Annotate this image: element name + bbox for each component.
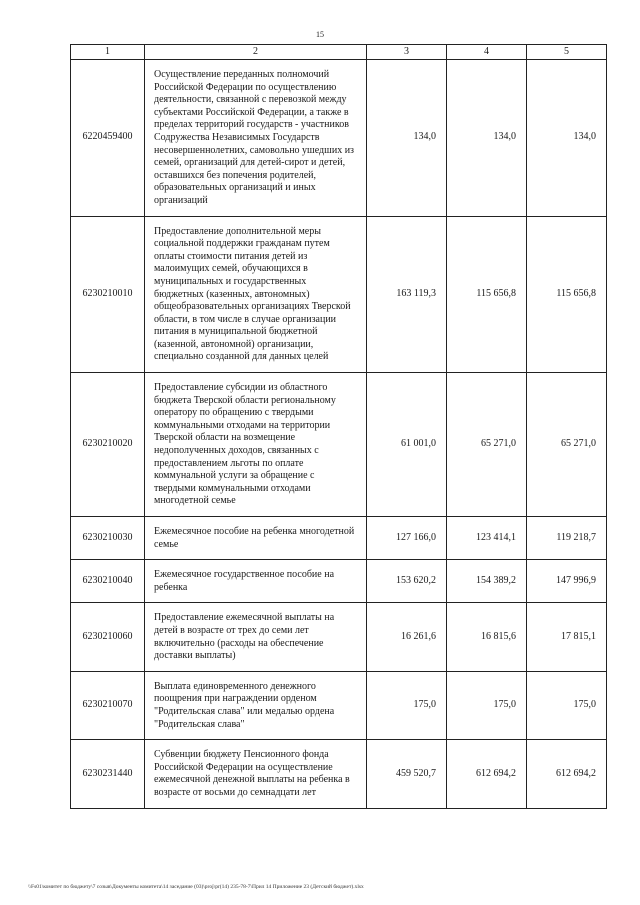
row-value-4: 154 389,2: [447, 560, 527, 603]
table-row: [71, 373, 607, 517]
row-value-3: 134,0: [367, 60, 447, 217]
row-value-3: 459 520,7: [367, 740, 447, 808]
table-row: [71, 671, 607, 739]
header-cell-3: 3: [367, 45, 447, 60]
row-code: 6230231440: [71, 740, 145, 808]
row-value-4: 123 414,1: [447, 517, 527, 560]
row-value-5: 17 815,1: [527, 603, 607, 671]
row-name: Предоставление ежемесячной выплаты на детей в возрасте от трех до семи лет включительно (расходы на обеспечение доставки выплаты): [145, 603, 367, 671]
row-code: 6230210060: [71, 603, 145, 671]
row-value-4: 134,0: [447, 60, 527, 217]
page-number: 15: [316, 30, 324, 39]
row-name: Предоставление субсидии из областного бюджета Тверской области региональному оператору по обращению с твердыми коммунальными отходами на территории Тверской области на возмещение недополученных доходов, связанных с предоставлением льготы по оплате коммунальной услуги за обращение с твердыми коммунальными отходами многодетной семье: [145, 373, 367, 517]
header-cell-1: 1: [71, 45, 145, 60]
table-row: [71, 740, 607, 808]
row-value-4: 175,0: [447, 671, 527, 739]
table-row: [71, 60, 607, 217]
row-code: 6230210020: [71, 373, 145, 517]
row-value-5: 65 271,0: [527, 373, 607, 517]
table-row: [71, 603, 607, 671]
row-name: Ежемесячное пособие на ребенка многодетной семье: [145, 517, 367, 560]
budget-table: [70, 44, 607, 809]
row-code: 6220459400: [71, 60, 145, 217]
row-value-3: 163 119,3: [367, 216, 447, 373]
table-row: [71, 560, 607, 603]
row-value-3: 16 261,6: [367, 603, 447, 671]
row-code: 6230210070: [71, 671, 145, 739]
row-value-3: 127 166,0: [367, 517, 447, 560]
row-name: Осуществление переданных полномочий Российской Федерации по осуществлению деятельности, связанной с перевозкой между субъектами Российской Федерации, а также в пределах территорий государств - участников Содружества Независимых Государств несовершеннолетних, самовольно ушедших из семей, организаций для детей-сирот и детей, оставшихся без попечения родителей, образовательных организаций и иных организаций: [145, 60, 367, 217]
row-name: Субвенции бюджету Пенсионного фонда Российской Федерации на осуществление ежемесячной денежной выплаты на ребенка в возрасте от восьми до семнадцати лет: [145, 740, 367, 808]
row-code: 6230210040: [71, 560, 145, 603]
header-row: [71, 45, 607, 60]
row-value-4: 115 656,8: [447, 216, 527, 373]
row-name: Выплата единовременного денежного поощрения при награждении орденом "Родительская слава" или медалью ордена "Родительская слава": [145, 671, 367, 739]
header-cell-5: 5: [527, 45, 607, 60]
row-value-5: 115 656,8: [527, 216, 607, 373]
row-value-3: 61 001,0: [367, 373, 447, 517]
row-code: 6230210010: [71, 216, 145, 373]
row-value-3: 175,0: [367, 671, 447, 739]
table-row: [71, 216, 607, 373]
row-value-5: 134,0: [527, 60, 607, 217]
row-value-4: 612 694,2: [447, 740, 527, 808]
row-value-5: 147 996,9: [527, 560, 607, 603]
row-value-4: 65 271,0: [447, 373, 527, 517]
header-cell-4: 4: [447, 45, 527, 60]
row-name: Ежемесячное государственное пособие на ребенка: [145, 560, 367, 603]
header-cell-2: 2: [145, 45, 367, 60]
row-code: 6230210030: [71, 517, 145, 560]
row-name: Предоставление дополнительной меры социальной поддержки гражданам путем оплаты стоимости питания детей из малоимущих семей, обучающихся в муниципальных и государственных бюджетных (казенных, автономных) общеобразовательных организациях Тверской области, в том числе в случае организации питания в муниципальной бюджетной (казенной, автономной) организации, специально созданной для данных целей: [145, 216, 367, 373]
file-path-footer: \\Fs01\комитет по бюджету\7 созыв\Документы комитета\14 заседание (03)\proj\pr(14) 235-78-7\Прил 14 Приложение 23 (Детский бюджет).xlsx: [28, 884, 364, 890]
row-value-4: 16 815,6: [447, 603, 527, 671]
row-value-3: 153 620,2: [367, 560, 447, 603]
row-value-5: 175,0: [527, 671, 607, 739]
row-value-5: 119 218,7: [527, 517, 607, 560]
table-row: [71, 517, 607, 560]
row-value-5: 612 694,2: [527, 740, 607, 808]
